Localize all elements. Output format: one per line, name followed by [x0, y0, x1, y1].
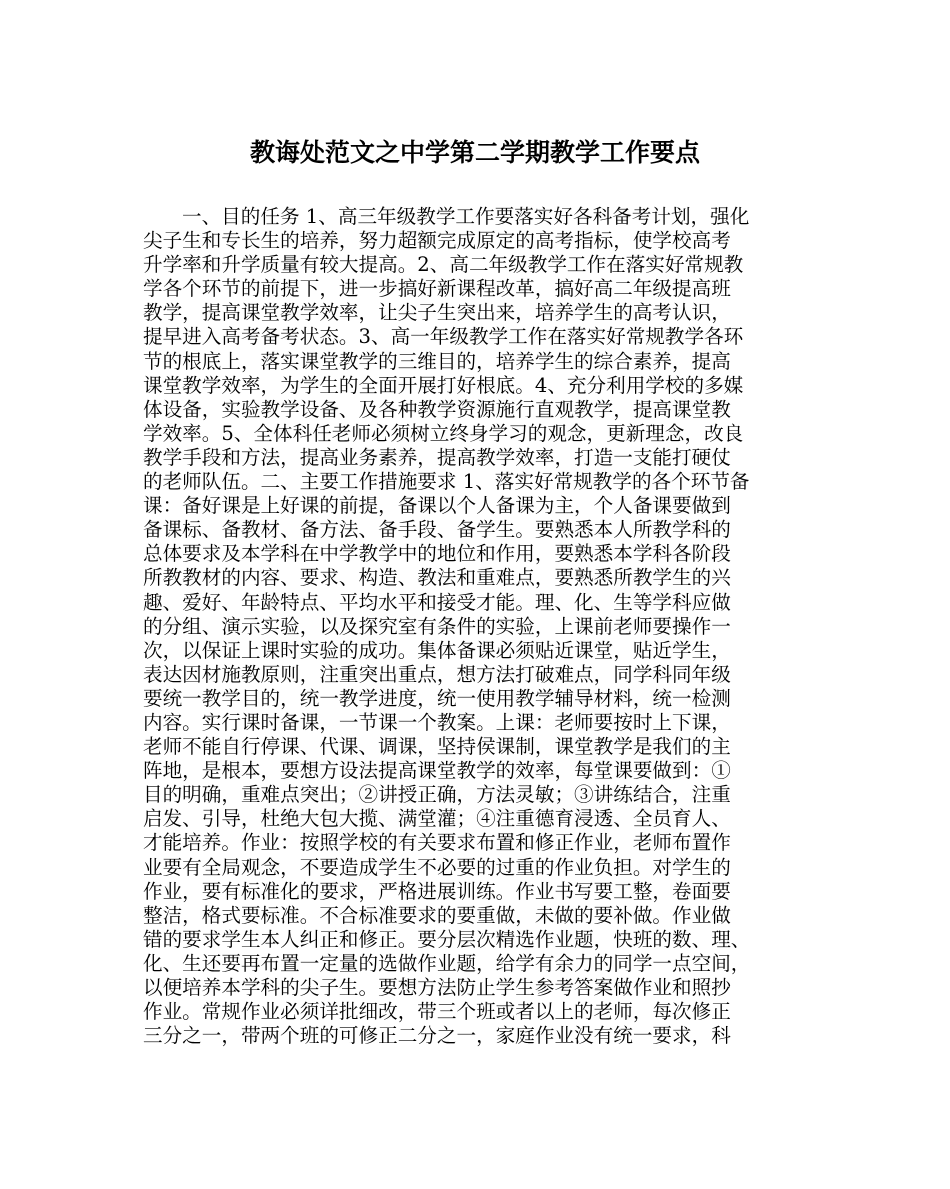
body-line: 趣、爱好、年龄特点、平均水平和接受才能。理、化、生等学科应做: [143, 590, 731, 614]
body-line: 教学手段和方法，提高业务素养，提高教学效率，打造一支能打硬仗: [143, 445, 731, 469]
body-line: 所教教材的内容、要求、构造、教法和重难点，要熟悉所教学生的兴: [143, 566, 731, 590]
body-line: 提早进入高考备考状态。3、高一年级教学工作在落实好常规教学各环: [143, 325, 744, 349]
body-line: 以便培养本学科的尖子生。要想方法防止学生参考答案做作业和照抄: [143, 976, 731, 999]
body-line: 业要有全局观念，不要造成学生不必要的过重的作业负担。对学生的: [143, 855, 731, 879]
body-line: 表达因材施教原则，注重突出重点，想方法打破难点，同学科同年级: [143, 662, 731, 686]
body-line: 化、生还要再布置一定量的选做作业题，给学有余力的同学一点空间，: [143, 951, 751, 975]
body-line: 启发、引导，杜绝大包大揽、满堂灌；④注重德育浸透、全员育人、: [143, 807, 731, 831]
document-body: [143, 205, 823, 1048]
body-line: 体设备，实验教学设备、及各种教学资源施行直观教学，提高课堂教: [143, 397, 731, 421]
body-line: 阵地，是根本，要想方设法提高课堂教学的效率，每堂课要做到：①: [143, 759, 731, 783]
body-line: 一、目的任务 1、高三年级教学工作要落实好各科备考计划，强化: [182, 205, 750, 228]
body-line: 课：备好课是上好课的前提，备课以个人备课为主，个人备课要做到: [143, 494, 731, 518]
body-line: 三分之一，带两个班的可修正二分之一，家庭作业没有统一要求，科: [143, 1024, 731, 1048]
body-line: 的老师队伍。二、主要工作措施要求 1、落实好常规教学的各个环节备: [143, 470, 750, 494]
body-line: 作业，要有标准化的要求，严格进展训练。作业书写要工整，卷面要: [143, 879, 731, 903]
body-line: 教学，提高课堂教学效率，让尖子生突出来，培养学生的高考认识，: [143, 301, 731, 325]
body-line: 错的要求学生本人纠正和修正。要分层次精选作业题，快班的数、理、: [143, 927, 751, 951]
body-line: 要统一教学目的，统一教学进度，统一使用教学辅导材料，统一检测: [143, 686, 731, 710]
body-line: 课堂教学效率，为学生的全面开展打好根底。4、充分利用学校的多媒: [143, 373, 744, 397]
body-line: 老师不能自行停课、代课、调课，坚持侯课制，课堂教学是我们的主: [143, 735, 731, 759]
body-line: 的分组、演示实验，以及探究室有条件的实验，上课前老师要操作一: [143, 614, 731, 638]
body-line: 内容。实行课时备课，一节课一个教案。上课：老师要按时上下课，: [143, 710, 731, 734]
document-title: 教诲处范文之中学第二学期教学工作要点: [249, 138, 700, 167]
body-line: 备课标、备教材、备方法、备手段、备学生。要熟悉本人所教学科的: [143, 518, 731, 542]
body-line: 作业。常规作业必须详批细改，带三个班或者以上的老师，每次修正: [143, 1000, 731, 1024]
body-line: 学效率。5、全体科任老师必须树立终身学习的观念，更新理念，改良: [143, 421, 744, 445]
body-line: 节的根底上，落实课堂教学的三维目的，培养学生的综合素养，提高: [143, 349, 731, 373]
body-line: 总体要求及本学科在中学教学中的地位和作用，要熟悉本学科各阶段: [143, 542, 731, 566]
body-line: 升学率和升学质量有较大提高。2、高二年级教学工作在落实好常规教: [143, 253, 744, 277]
body-line: 学各个环节的前提下，进一步搞好新课程改革，搞好高二年级提高班: [143, 277, 731, 301]
body-line: 尖子生和专长生的培养，努力超额完成原定的高考指标，使学校高考: [143, 229, 731, 253]
body-line: 次，以保证上课时实验的成功。集体备课必须贴近课堂，贴近学生，: [143, 638, 731, 662]
body-line: 目的明确，重难点突出；②讲授正确，方法灵敏；③讲练结合，注重: [143, 783, 731, 807]
body-line: 整洁，格式要标准。不合标准要求的要重做，未做的要补做。作业做: [143, 903, 731, 927]
body-line: 才能培养。作业：按照学校的有关要求布置和修正作业，老师布置作: [143, 831, 731, 855]
